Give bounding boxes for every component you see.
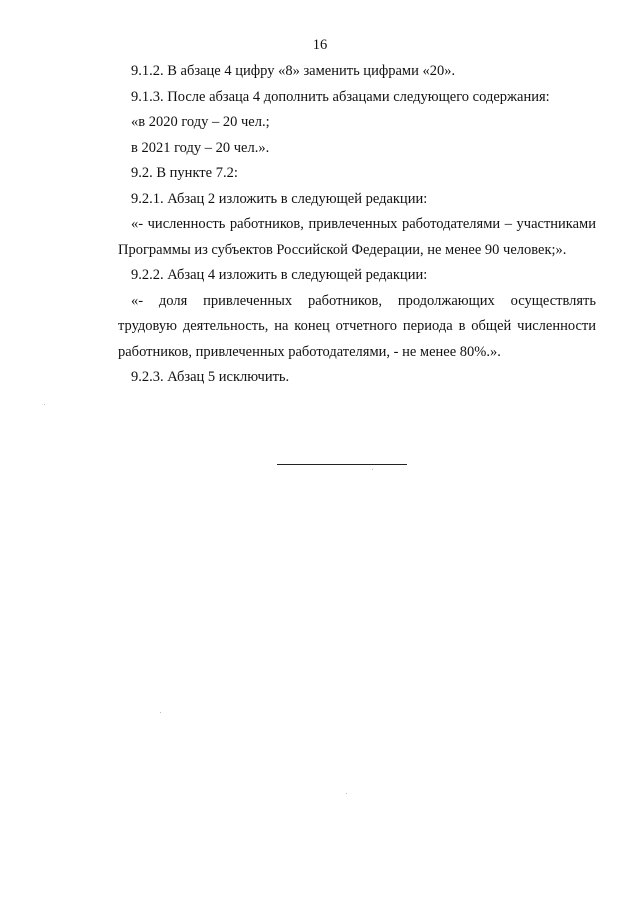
paragraph-9-2-2: 9.2.2. Абзац 4 изложить в следующей редакции: [131, 267, 428, 283]
paragraph-9-2-1: 9.2.1. Абзац 2 изложить в следующей редакции: [131, 190, 428, 207]
quote-worker-count: «- численность работников, привлеченных работодателями – участниками Программы из субъектов Российской Федерации, не менее 90 человек;». [118, 216, 596, 258]
paragraph-9-2: 9.2. В пункте 7.2: [131, 165, 238, 181]
paragraph-9-1-3: 9.1.3. После абзаца 4 дополнить абзацами следующего содержания: [131, 88, 550, 105]
paragraph-9-2-3: 9.2.3. Абзац 5 исключить. [131, 369, 290, 385]
scan-speck [346, 793, 347, 794]
paragraph-9-1-2: 9.1.2. В абзаце 4 цифру «8» заменить цифрами «20». [131, 63, 456, 79]
page-number: 16 [312, 37, 328, 53]
scan-speck [44, 404, 45, 405]
end-separator-line [277, 464, 407, 465]
quote-2020-line: «в 2020 году – 20 чел.; [131, 114, 270, 130]
quote-2021-line: в 2021 году – 20 чел.». [131, 139, 270, 156]
document-body [118, 59, 596, 391]
scan-speck [160, 712, 161, 713]
scan-speck [372, 469, 373, 470]
quote-worker-share: «- доля привлеченных работников, продолжающих осуществлять трудовую деятельность, на конец отчетного периода в общей численности работников, привлеченных работодателями, - не менее 80%.». [118, 292, 596, 360]
